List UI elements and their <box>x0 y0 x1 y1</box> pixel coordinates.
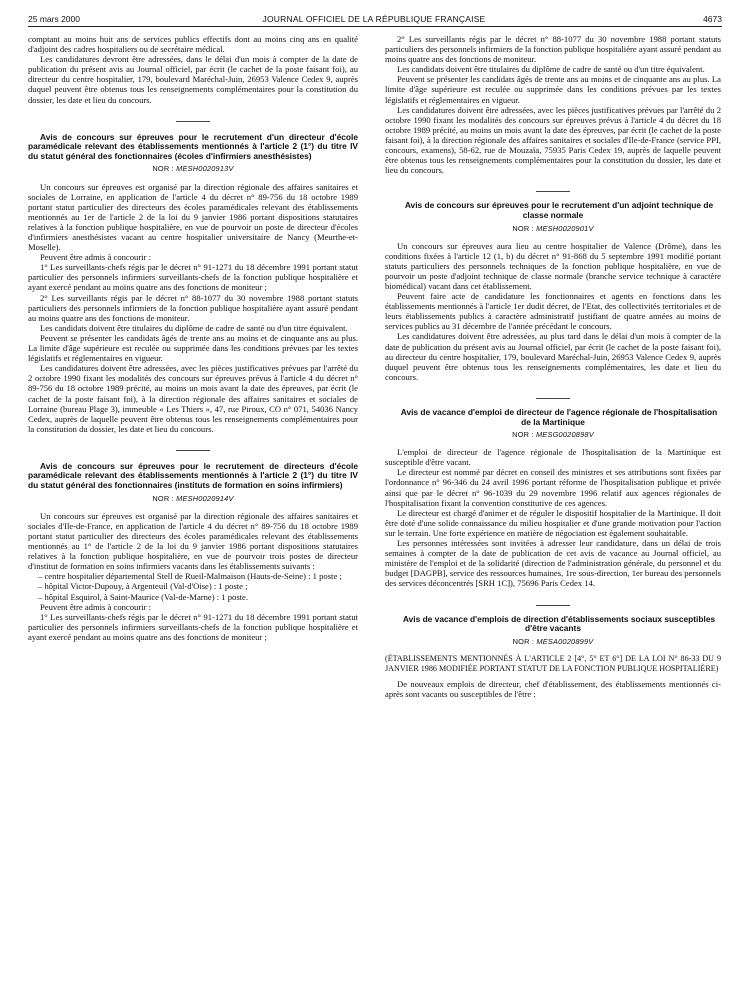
section-title: Avis de vacance d'emploi de directeur de l'agence régionale de l'hospitalisation de la Martinique <box>400 406 718 427</box>
section-title: Avis de concours sur épreuves pour le recrutement d'un directeur d'école paramédicale relevant des établissements mentionnés à l'article 2 (1°) du titre IV du statut général des fonctionnaires (écoles d'infirmiers anesthésistes) <box>28 131 358 161</box>
nor-code: MESH0020913V <box>176 164 234 174</box>
paragraph: Peuvent se présenter les candidats âgés de trente ans au moins et de cinquante ans au plus. La limite d'âge supérieure est reculée ou supprimée dans les conditions prévues par les textes législatifs et réglementaires en vigueur. <box>385 74 721 105</box>
paragraph: L'emploi de directeur de l'agence régionale de l'hospitalisation de la Martinique est susceptible d'être vacant. <box>385 447 721 468</box>
paragraph: Les candidats doivent être titulaires du diplôme de cadre de santé ou d'un titre équivalent. <box>397 64 705 75</box>
paragraph: Les personnes intéressées sont invitées à adresser leur candidature, dans un délai de trois semaines à compter de la date de publication de cet avis de vacance au Journal officiel, au ministère de l'emploi et de la solidarité (direction de l'administration générale, du personnel et du budget [DAGPB], service des ressources humaines, 1re sous-direction, 1er bureau des personnels des services déconcentrés [SRH 1C]), 75696 Paris Cedex 14. <box>385 538 721 589</box>
paragraph: Les candidatures devront être adressées, dans le délai d'un mois à compter de la date de publication du présent avis au Journal officiel, par écrit (le cachet de la poste faisant foi), au directeur du centre hospitalier, 179, boulevard Maréchal-Juin, 26953 Valence Cedex 9, auprès duquel peuvent être obtenus tous les renseignements complémentaires pour la constitution du dossier, les date et lieu du concours. <box>28 54 358 105</box>
list-item: – centre hospitalier départemental Stell de Rueil-Malmaison (Hauts-de-Seine) : 1 poste ; <box>38 571 342 582</box>
paragraph: Peuvent être admis à concourir : <box>40 601 151 612</box>
nor-label: NOR : <box>512 636 535 646</box>
paragraph: Peuvent être admis à concourir : <box>40 252 151 263</box>
nor-reference <box>385 637 721 647</box>
list-item: – hôpital Victor-Dupouy, à Argenteuil (Val-d'Oise) : 1 poste ; <box>38 581 248 592</box>
nor-label: NOR : <box>512 430 534 440</box>
nor-reference <box>385 224 721 234</box>
nor-code: MESH0020901V <box>536 223 594 233</box>
nor-reference <box>28 164 358 174</box>
paragraph: 1° Les surveillants-chefs régis par le décret n° 91-1271 du 18 décembre 1991 portant statut particulier des personnels infirmiers surveillants-chefs de la fonction publique hospitalière et ayant exercé pendant au moins quatre ans des fonctions de moniteur ; <box>28 262 358 293</box>
nor-label: NOR : <box>152 493 174 503</box>
nor-reference <box>28 494 358 504</box>
left-column <box>28 34 358 986</box>
paragraph: Un concours sur épreuves est organisé par la direction régionale des affaires sanitaires et sociales d'Ile-de-France, en application de l'article 4 du décret n° 89-756 du 18 octobre 1989 portant statut particulier des directeurs des écoles paramédicales relevant des établissements mentionnés au 1° de l'article 2 de la loi du 9 janvier 1986 portant dispositions statutaires relatives à la fonction publique hospitalière, en vue de pourvoir trois postes de directeur d'institut de formation en soins infirmiers vacants dans les établissements suivants : <box>28 510 358 572</box>
nor-code: MESH0020914V <box>176 493 234 503</box>
list-item: – hôpital Esquirol, à Saint-Maurice (Val-de-Marne) : 1 poste. <box>38 591 249 602</box>
paragraph: Peuvent faire acte de candidature les fonctionnaires et agents en fonctions dans les établissements mentionnés à l'article 1er dudit décret, de l'Etat, des collectivités territoriales et de leurs établissements publics à caractère administratif justifiant de quatre années au moins de services publics au 31 décembre de l'année précédant le concours. <box>385 291 721 332</box>
paragraph: 2° Les surveillants régis par le décret n° 88-1077 du 30 novembre 1988 portant statuts particuliers des personnels infirmiers de la fonction publique hospitalière ayant assuré pendant au moins quatre ans des fonctions de moniteur. <box>385 34 721 65</box>
section-title: Avis de concours sur épreuves pour le recrutement de directeurs d'école paramédicale relevant des établissements mentionnés à l'article 2 (1°) du titre IV du statut général des fonctionnaires (instituts de formation en soins infirmiers) <box>28 460 358 491</box>
nor-code: MESG0020898V <box>535 430 594 440</box>
paragraph: Peuvent se présenter les candidats âgés de trente ans au moins et de cinquante ans au plus. La limite d'âge supérieure est reculée ou supprimée dans les conditions prévues par les textes législatifs et réglementaires en vigueur. <box>28 332 358 364</box>
paragraph: Les candidats doivent être titulaires du diplôme de cadre de santé ou d'un titre équivalent. <box>40 322 348 333</box>
section-title: Avis de vacance d'emplois de direction d'établissements sociaux susceptibles d'être vacants <box>402 613 716 634</box>
paragraph: 1° Les surveillants-chefs régis par le décret n° 91-1271 du 18 décembre 1991 portant statut particulier des personnels infirmiers surveillants-chefs de la fonction publique hospitalière et ayant exercé pendant au moins quatre ans des fonctions de moniteur ; <box>28 611 358 642</box>
paragraph: Le directeur est nommé par décret en conseil des ministres et ses attributions sont fixées par l'ordonnance n° 96-346 du 24 avril 1996 portant réforme de l'hospitalisation publique et privée ainsi que par le décret n° 96-1039 du 29 novembre 1996 relatif aux agences régionales de l'hospitalisation fixant la convention constitutive de ces agences. <box>385 467 721 508</box>
paragraph: Un concours sur épreuves est organisé par la direction régionale des affaires sanitaires et sociales de Lorraine, en application de l'article 4 du décret n° 89-756 du 18 octobre 1989 portant statut particulier des directeurs des écoles paramédicales relevant des établissements mentionnés au 1er de l'article 2 de la loi du 9 janvier 1986 portant dispositions statutaires relatives à la fonction publique hospitalière, en vue de pourvoir un poste de directeur d'écoles d'infirmiers anesthésistes vacant au centre hospitalier universitaire de Nancy (Meurthe-et-Moselle). <box>28 181 358 253</box>
section-title: Avis de concours sur épreuves pour le recrutement d'un adjoint technique de classe normale <box>404 200 714 220</box>
header-page-number: 4673 <box>703 14 722 24</box>
header-rule <box>28 26 722 27</box>
header-date: 25 mars 2000 <box>28 14 80 24</box>
paragraph: Les candidatures doivent être adressées, avec les pièces justificatives prévues par l'arrêté du 2 octobre 1990 fixant les modalités des concours sur épreuves prévus à l'article 4 du décret n° 89-756 du 18 octobre 1989 précité, au moins un mois avant la date des épreuves, par écrit (le cachet de la poste faisant foi), à la direction régionale des affaires sanitaires et sociales de Lorraine (bureau Plage 3), immeuble « Les Thiers », 47, rue Piroux, CO n° 071, 54036 Nancy Cedex, auprès de laquelle peuvent être obtenus tous les renseignements complémentaires pour la constitution du dossier, les date et lieu du concours. <box>28 363 358 434</box>
header-title: JOURNAL OFFICIEL DE LA RÉPUBLIQUE FRANÇAISE <box>262 14 486 24</box>
nor-label: NOR : <box>512 223 534 233</box>
paragraph: De nouveaux emplois de directeur, chef d'établissement, des établissements mentionnés ci-après sont vacants ou susceptibles de l'être : <box>385 678 721 700</box>
paragraph: 2° Les surveillants régis par le décret n° 88-1077 du 30 novembre 1988 portant statuts particuliers des personnels infirmiers de la fonction publique hospitalière ayant assuré pendant au moins quatre ans des fonctions de moniteur. <box>28 292 358 323</box>
paragraph: Les candidatures doivent être adressées, au plus tard dans le délai d'un mois à compter de la date de publication du présent avis au Journal officiel, par écrit (le cachet de la poste faisant foi), au directeur du centre hospitalier, 179, boulevard Maréchal-Juin, 26953 Valence Cedex 9, auprès duquel peuvent être obtenus tous les renseignements complémentaires, les date et lieu du concours. <box>385 331 721 382</box>
paragraph: Le directeur est chargé d'animer et de réguler le dispositif hospitalier de la Martinique. Il doit être doté d'une solide connaissance du milieu hospitalier et d'une grande motivation pour l'action sur le terrain. Une forte expérience en matière de négociation est également souhaitable. <box>385 507 721 538</box>
paragraph: Un concours sur épreuves aura lieu au centre hospitalier de Valence (Drôme), dans les conditions fixées à l'article 12 (1, b) du décret n° 91-868 du 5 septembre 1991 modifié portant statuts particuliers des personnels techniques de la fonction publique hospitalière, en vue de pourvoir un poste d'adjoint technique de classe normale (branche service technique à caractère biomédical) vacant dans cet établissement. <box>385 240 721 291</box>
establishments-heading: (ÉTABLISSEMENTS MENTIONNÉS À L'ARTICLE 2 [4°, 5° ET 6°] DE LA LOI N° 86-33 DU 9 JANVIER 1986 MODIFIÉE PORTANT STATUT DE LA FONCTION PUBLIQUE HOSPITALIÈRE) <box>385 653 721 673</box>
paragraph: Les candidatures doivent être adressées, avec les pièces justificatives prévues par l'arrêté du 2 octobre 1990 fixant les modalités des concours sur épreuves prévus à l'article 4 du décret du 18 octobre 1989 précité, au moins un mois avant la date des épreuves, par écrit (le cachet de la poste faisant foi), à la direction régionale des affaires sanitaires et sociales d'Ile-de-France (service PPI, concours, examens), 58-62, rue de Mouzaïa, 75935 Paris Cedex 19, auprès de laquelle peuvent être obtenus tous les renseignements complémentaires pour la constitution du dossier, les date et lieu du concours. <box>385 104 721 176</box>
nor-label: NOR : <box>152 164 174 174</box>
right-column <box>385 34 721 986</box>
paragraph: comptant au moins huit ans de services publics effectifs dont au moins cinq ans en qualité d'adjoint des cadres hospitaliers ou de secrétaire médical. <box>28 34 358 55</box>
nor-code: MESA0020899V <box>536 636 594 646</box>
nor-reference <box>385 430 721 440</box>
